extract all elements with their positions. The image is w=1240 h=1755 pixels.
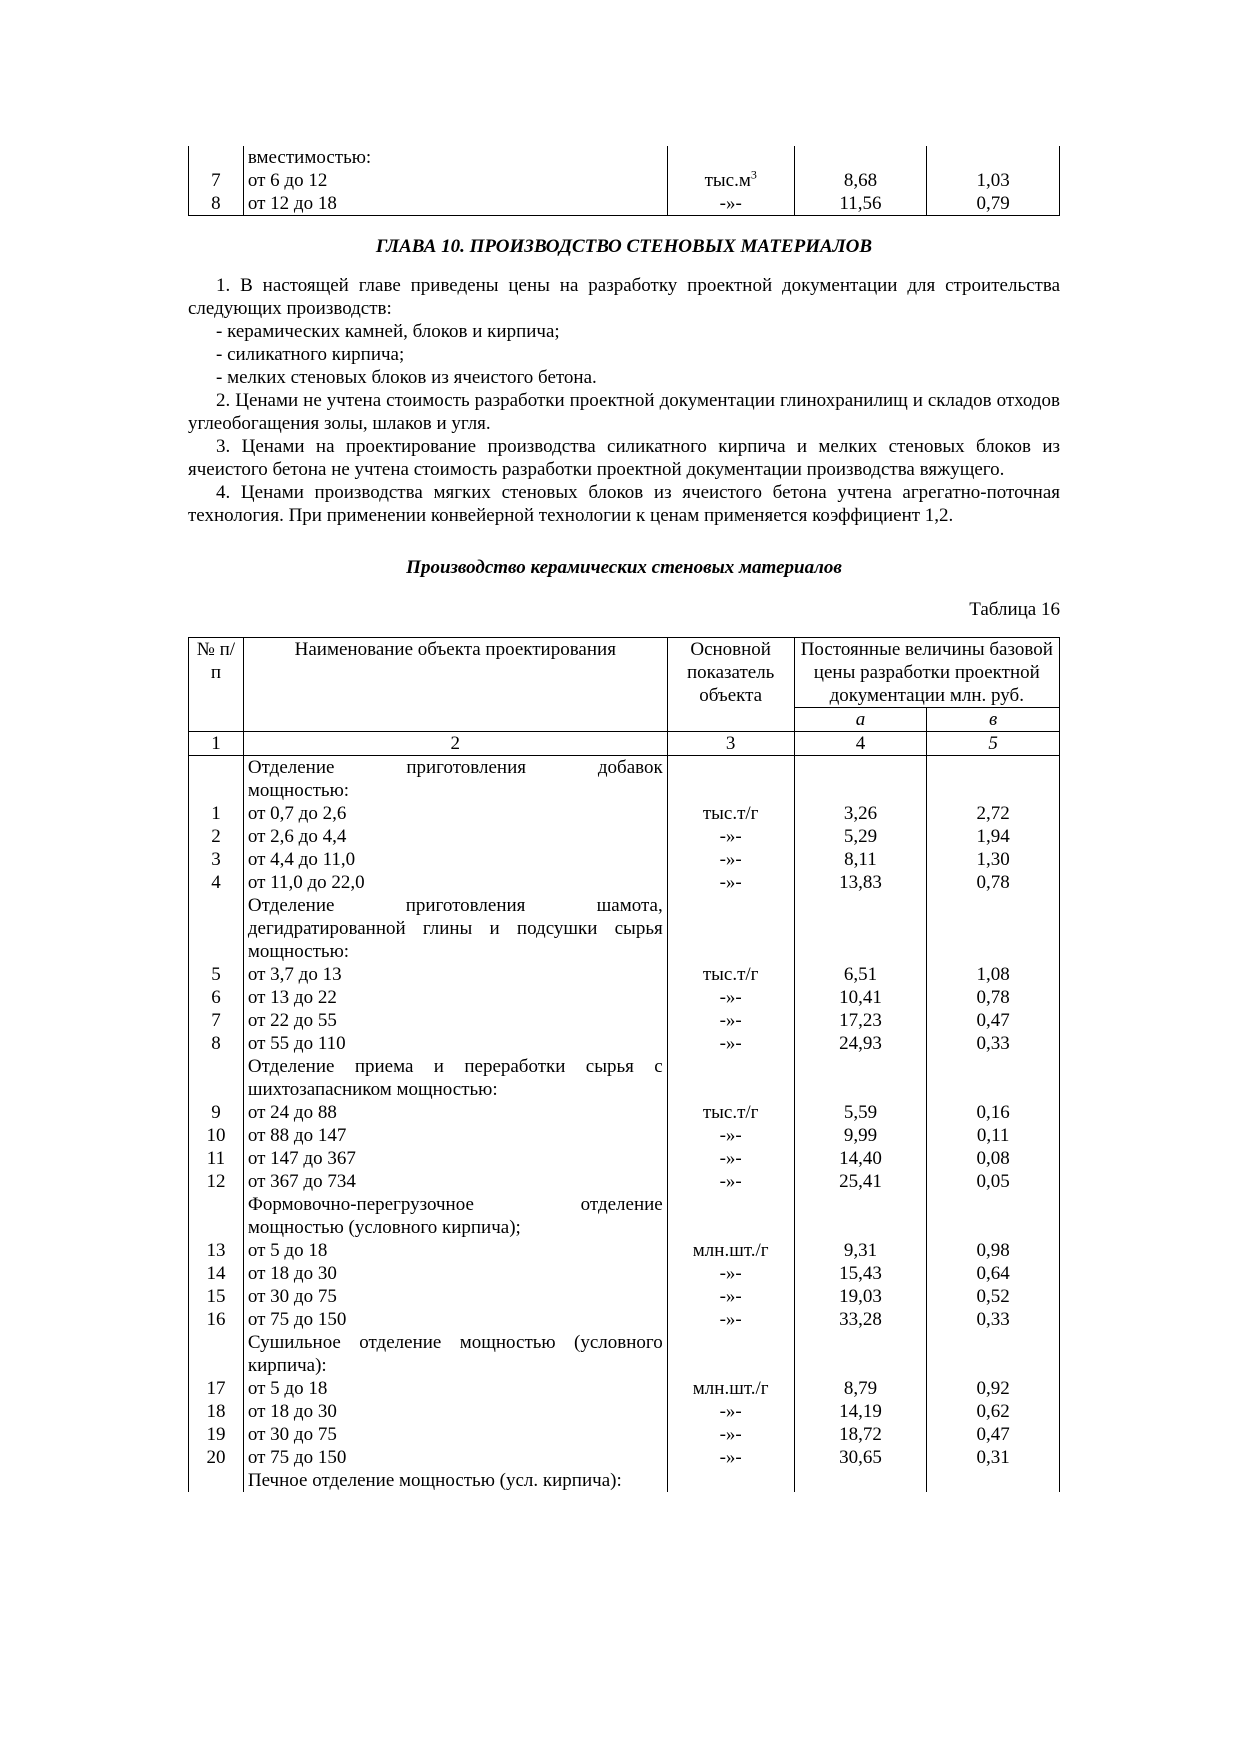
- table-row: [189, 963, 1060, 986]
- header-unit: Основной показатель объекта: [667, 638, 794, 732]
- table-row: [189, 871, 1060, 894]
- value-b: 0,47: [927, 1009, 1060, 1032]
- row-name: от 4,4 до 11,0: [243, 848, 667, 871]
- empty-cell: [189, 917, 244, 940]
- group-title-row: [189, 1193, 1060, 1216]
- row-unit: -»-: [667, 1032, 794, 1055]
- group-title-row: [189, 779, 1060, 802]
- group-title: шихтозапасником мощностью:: [243, 1078, 667, 1101]
- unit-superscript: 3: [750, 167, 757, 182]
- row-number: 6: [189, 986, 244, 1009]
- row-name: от 88 до 147: [243, 1124, 667, 1147]
- row-name: от 2,6 до 4,4: [243, 825, 667, 848]
- empty-cell: [189, 894, 244, 917]
- row-number: 14: [189, 1262, 244, 1285]
- row-unit: -»-: [667, 1285, 794, 1308]
- price-table: [188, 637, 1060, 1492]
- row-name: от 22 до 55: [243, 1009, 667, 1032]
- row-unit: -»-: [667, 1170, 794, 1193]
- table-row: [189, 1262, 1060, 1285]
- group-title-row: [189, 1055, 1060, 1078]
- empty-cell: [794, 1469, 927, 1492]
- value-a: 5,29: [794, 825, 927, 848]
- value-b: 0,79: [927, 192, 1060, 216]
- value-a: 8,68: [794, 169, 927, 192]
- value-b: 0,78: [927, 871, 1060, 894]
- list-item: - мелких стеновых блоков из ячеистого бетона.: [216, 367, 597, 388]
- value-b: 0,05: [927, 1170, 1060, 1193]
- empty-cell: [189, 1078, 244, 1101]
- value-b: 0,47: [927, 1423, 1060, 1446]
- value-a: 10,41: [794, 986, 927, 1009]
- empty-cell: [189, 756, 244, 780]
- empty-cell: [927, 894, 1060, 917]
- table-row: [189, 1147, 1060, 1170]
- table-row: [189, 1377, 1060, 1400]
- row-number: 7: [189, 169, 244, 192]
- empty-cell: [927, 779, 1060, 802]
- empty-cell: [794, 917, 927, 940]
- row-unit: -»-: [667, 825, 794, 848]
- value-b: 1,08: [927, 963, 1060, 986]
- group-title-row: [189, 1078, 1060, 1101]
- row-number: [189, 146, 244, 169]
- group-title: кирпича):: [243, 1354, 667, 1377]
- row-number: 15: [189, 1285, 244, 1308]
- row-number: 10: [189, 1124, 244, 1147]
- empty-cell: [667, 1078, 794, 1101]
- empty-cell: [189, 1055, 244, 1078]
- empty-cell: [794, 1331, 927, 1354]
- group-title-row: [189, 756, 1060, 780]
- row-name: от 55 до 110: [243, 1032, 667, 1055]
- header-num: № п/п: [189, 638, 244, 732]
- row-name: от 18 до 30: [243, 1400, 667, 1423]
- row-unit: тыс.т/г: [667, 802, 794, 825]
- value-a: [794, 146, 927, 169]
- empty-cell: [189, 1469, 244, 1492]
- value-b: 0,52: [927, 1285, 1060, 1308]
- row-number: 4: [189, 871, 244, 894]
- table-row: [189, 1124, 1060, 1147]
- value-b: 0,31: [927, 1446, 1060, 1469]
- row-unit: -»-: [667, 871, 794, 894]
- empty-cell: [667, 1055, 794, 1078]
- list-item: - керамических камней, блоков и кирпича;: [216, 321, 560, 342]
- value-b: 1,03: [927, 169, 1060, 192]
- empty-cell: [667, 940, 794, 963]
- value-b: 0,64: [927, 1262, 1060, 1285]
- header-a: а: [794, 708, 927, 732]
- value-a: 11,56: [794, 192, 927, 216]
- group-title-row: [189, 1331, 1060, 1354]
- row-name: от 11,0 до 22,0: [243, 871, 667, 894]
- group-title: мощностью:: [243, 940, 667, 963]
- table-row: [189, 1170, 1060, 1193]
- empty-cell: [667, 917, 794, 940]
- row-unit: -»-: [667, 986, 794, 1009]
- empty-cell: [667, 1331, 794, 1354]
- empty-cell: [189, 1331, 244, 1354]
- empty-cell: [794, 1354, 927, 1377]
- row-name: от 24 до 88: [243, 1101, 667, 1124]
- group-title: мощностью (условного кирпича);: [243, 1216, 667, 1239]
- row-unit: -»-: [667, 1423, 794, 1446]
- row-name: от 3,7 до 13: [243, 963, 667, 986]
- row-unit: -»-: [667, 1262, 794, 1285]
- row-name: от 147 до 367: [243, 1147, 667, 1170]
- list-item: - силикатного кирпича;: [216, 344, 405, 365]
- value-b: 0,62: [927, 1400, 1060, 1423]
- group-title-row: [189, 1216, 1060, 1239]
- row-unit: -»-: [667, 848, 794, 871]
- col-number: 1: [189, 732, 244, 756]
- group-title-row: [189, 940, 1060, 963]
- value-a: 13,83: [794, 871, 927, 894]
- row-number: 18: [189, 1400, 244, 1423]
- value-a: 15,43: [794, 1262, 927, 1285]
- row-unit: тыс.т/г: [667, 1101, 794, 1124]
- empty-cell: [927, 1055, 1060, 1078]
- value-b: 0,11: [927, 1124, 1060, 1147]
- value-b: 1,94: [927, 825, 1060, 848]
- value-b: [927, 146, 1060, 169]
- row-unit: тыс.т/г: [667, 963, 794, 986]
- row-number: 8: [189, 1032, 244, 1055]
- unit-text: -»-: [719, 193, 742, 214]
- value-a: 33,28: [794, 1308, 927, 1331]
- row-unit: -»-: [667, 1124, 794, 1147]
- empty-cell: [667, 756, 794, 780]
- header-name: Наименование объекта проектирования: [243, 638, 667, 732]
- value-b: 2,72: [927, 802, 1060, 825]
- empty-cell: [927, 917, 1060, 940]
- continued-table: [188, 146, 1060, 216]
- group-title: Сушильное отделение мощностью (условного: [243, 1331, 667, 1354]
- row-number: 12: [189, 1170, 244, 1193]
- production-list: [188, 320, 1060, 389]
- empty-cell: [927, 1193, 1060, 1216]
- empty-cell: [794, 1193, 927, 1216]
- row-number: 5: [189, 963, 244, 986]
- row-name: от 30 до 75: [243, 1423, 667, 1446]
- row-name: от 0,7 до 2,6: [243, 802, 667, 825]
- section-subtitle: Производство керамических стеновых материалов: [406, 557, 842, 578]
- document-page: [188, 146, 1060, 1492]
- header-b: в: [927, 708, 1060, 732]
- row-unit: [667, 146, 794, 169]
- row-number: 9: [189, 1101, 244, 1124]
- value-b: 1,30: [927, 848, 1060, 871]
- value-a: 19,03: [794, 1285, 927, 1308]
- empty-cell: [927, 1469, 1060, 1492]
- table-row: [189, 1285, 1060, 1308]
- value-a: 17,23: [794, 1009, 927, 1032]
- paragraph-3: 3. Ценами на проектирование производства силикатного кирпича и мелких стеновых блоков из ячеистого бетона не учтена стоимость разработки проектной документации производства вяжущего.: [188, 436, 1060, 480]
- value-a: 18,72: [794, 1423, 927, 1446]
- row-unit: -»-: [667, 1308, 794, 1331]
- value-a: 30,65: [794, 1446, 927, 1469]
- empty-cell: [189, 1354, 244, 1377]
- empty-cell: [794, 1055, 927, 1078]
- empty-cell: [927, 1078, 1060, 1101]
- row-name: от 75 до 150: [243, 1308, 667, 1331]
- row-name: от 367 до 734: [243, 1170, 667, 1193]
- table-row: [189, 1032, 1060, 1055]
- group-title-row: [189, 894, 1060, 917]
- group-title: Отделение приготовления шамота,: [243, 894, 667, 917]
- value-b: 0,78: [927, 986, 1060, 1009]
- col-number: 5: [927, 732, 1060, 756]
- col-number: 2: [243, 732, 667, 756]
- empty-cell: [794, 1216, 927, 1239]
- table-row: [189, 1423, 1060, 1446]
- row-number: 7: [189, 1009, 244, 1032]
- group-title-row: [189, 1354, 1060, 1377]
- group-title-row: [189, 917, 1060, 940]
- empty-cell: [667, 1193, 794, 1216]
- row-number: 20: [189, 1446, 244, 1469]
- row-unit: -»-: [667, 1446, 794, 1469]
- empty-cell: [667, 1469, 794, 1492]
- row-unit: -»-: [667, 1009, 794, 1032]
- table-row: [189, 192, 1060, 216]
- group-title-row: [189, 1469, 1060, 1492]
- value-a: 8,11: [794, 848, 927, 871]
- table-row: [189, 1446, 1060, 1469]
- table-row: [189, 169, 1060, 192]
- value-b: 0,33: [927, 1308, 1060, 1331]
- value-b: 0,16: [927, 1101, 1060, 1124]
- empty-cell: [794, 894, 927, 917]
- table-row: [189, 825, 1060, 848]
- empty-cell: [189, 940, 244, 963]
- value-a: 14,40: [794, 1147, 927, 1170]
- empty-cell: [189, 779, 244, 802]
- empty-cell: [189, 1216, 244, 1239]
- empty-cell: [189, 1193, 244, 1216]
- row-unit: млн.шт./г: [667, 1239, 794, 1262]
- chapter-title: ГЛАВА 10. ПРОИЗВОДСТВО СТЕНОВЫХ МАТЕРИАЛОВ: [375, 236, 873, 257]
- row-name: от 13 до 22: [243, 986, 667, 1009]
- row-name: от 12 до 18: [243, 192, 667, 216]
- unit-text: тыс.м: [704, 170, 751, 191]
- value-a: 14,19: [794, 1400, 927, 1423]
- empty-cell: [794, 779, 927, 802]
- table-row: [189, 146, 1060, 169]
- row-number: 2: [189, 825, 244, 848]
- value-a: 6,51: [794, 963, 927, 986]
- row-number: 13: [189, 1239, 244, 1262]
- value-a: 3,26: [794, 802, 927, 825]
- empty-cell: [794, 1078, 927, 1101]
- empty-cell: [667, 1216, 794, 1239]
- empty-cell: [794, 756, 927, 780]
- col-number: 3: [667, 732, 794, 756]
- row-number: 3: [189, 848, 244, 871]
- group-title: дегидратированной глины и подсушки сырья: [243, 917, 667, 940]
- row-unit: [667, 192, 794, 216]
- value-b: 0,33: [927, 1032, 1060, 1055]
- empty-cell: [927, 1354, 1060, 1377]
- table-row: [189, 986, 1060, 1009]
- value-a: 25,41: [794, 1170, 927, 1193]
- row-number: 16: [189, 1308, 244, 1331]
- table-row: [189, 802, 1060, 825]
- group-title: Отделение приема и переработки сырья с: [243, 1055, 667, 1078]
- value-a: 8,79: [794, 1377, 927, 1400]
- row-name: от 75 до 150: [243, 1446, 667, 1469]
- row-number: 11: [189, 1147, 244, 1170]
- row-unit: -»-: [667, 1400, 794, 1423]
- empty-cell: [794, 940, 927, 963]
- value-b: 0,92: [927, 1377, 1060, 1400]
- value-a: 9,99: [794, 1124, 927, 1147]
- table-row: [189, 1308, 1060, 1331]
- empty-cell: [667, 894, 794, 917]
- table-row: [189, 1101, 1060, 1124]
- row-name: от 5 до 18: [243, 1239, 667, 1262]
- row-name: от 6 до 12: [243, 169, 667, 192]
- empty-cell: [927, 940, 1060, 963]
- row-name: от 30 до 75: [243, 1285, 667, 1308]
- row-number: 1: [189, 802, 244, 825]
- col-number: 4: [794, 732, 927, 756]
- table-row: [189, 1400, 1060, 1423]
- row-unit: [667, 169, 794, 192]
- table-row: [189, 848, 1060, 871]
- row-number: 8: [189, 192, 244, 216]
- header-price: Постоянные величины базовой цены разработки проектной документации млн. руб.: [794, 638, 1059, 708]
- group-title: мощностью:: [243, 779, 667, 802]
- empty-cell: [667, 779, 794, 802]
- paragraph-4: 4. Ценами производства мягких стеновых блоков из ячеистого бетона учтена агрегатно-поточная технология. При применении конвейерной технологии к ценам применяется коэффициент 1,2.: [188, 482, 1060, 526]
- value-a: 5,59: [794, 1101, 927, 1124]
- row-number: 19: [189, 1423, 244, 1446]
- paragraph-1: 1. В настоящей главе приведены цены на разработку проектной документации для строительства следующих производств:: [188, 275, 1060, 319]
- value-b: 0,98: [927, 1239, 1060, 1262]
- table-caption: Таблица 16: [969, 599, 1060, 620]
- row-name: от 5 до 18: [243, 1377, 667, 1400]
- table-row: [189, 1239, 1060, 1262]
- empty-cell: [927, 1331, 1060, 1354]
- empty-cell: [927, 756, 1060, 780]
- row-name: вместимостью:: [243, 146, 667, 169]
- value-a: 24,93: [794, 1032, 927, 1055]
- row-unit: -»-: [667, 1147, 794, 1170]
- empty-cell: [927, 1216, 1060, 1239]
- table-row: [189, 1009, 1060, 1032]
- group-title: Отделение приготовления добавок: [243, 756, 667, 780]
- value-a: 9,31: [794, 1239, 927, 1262]
- group-title: Формовочно-перегрузочное отделение: [243, 1193, 667, 1216]
- row-unit: млн.шт./г: [667, 1377, 794, 1400]
- value-b: 0,08: [927, 1147, 1060, 1170]
- paragraph-2: 2. Ценами не учтена стоимость разработки проектной документации глинохранилищ и складов отходов углеобогащения золы, шлаков и угля.: [188, 390, 1060, 434]
- group-title: Печное отделение мощностью (усл. кирпича):: [243, 1469, 667, 1492]
- empty-cell: [667, 1354, 794, 1377]
- row-name: от 18 до 30: [243, 1262, 667, 1285]
- row-number: 17: [189, 1377, 244, 1400]
